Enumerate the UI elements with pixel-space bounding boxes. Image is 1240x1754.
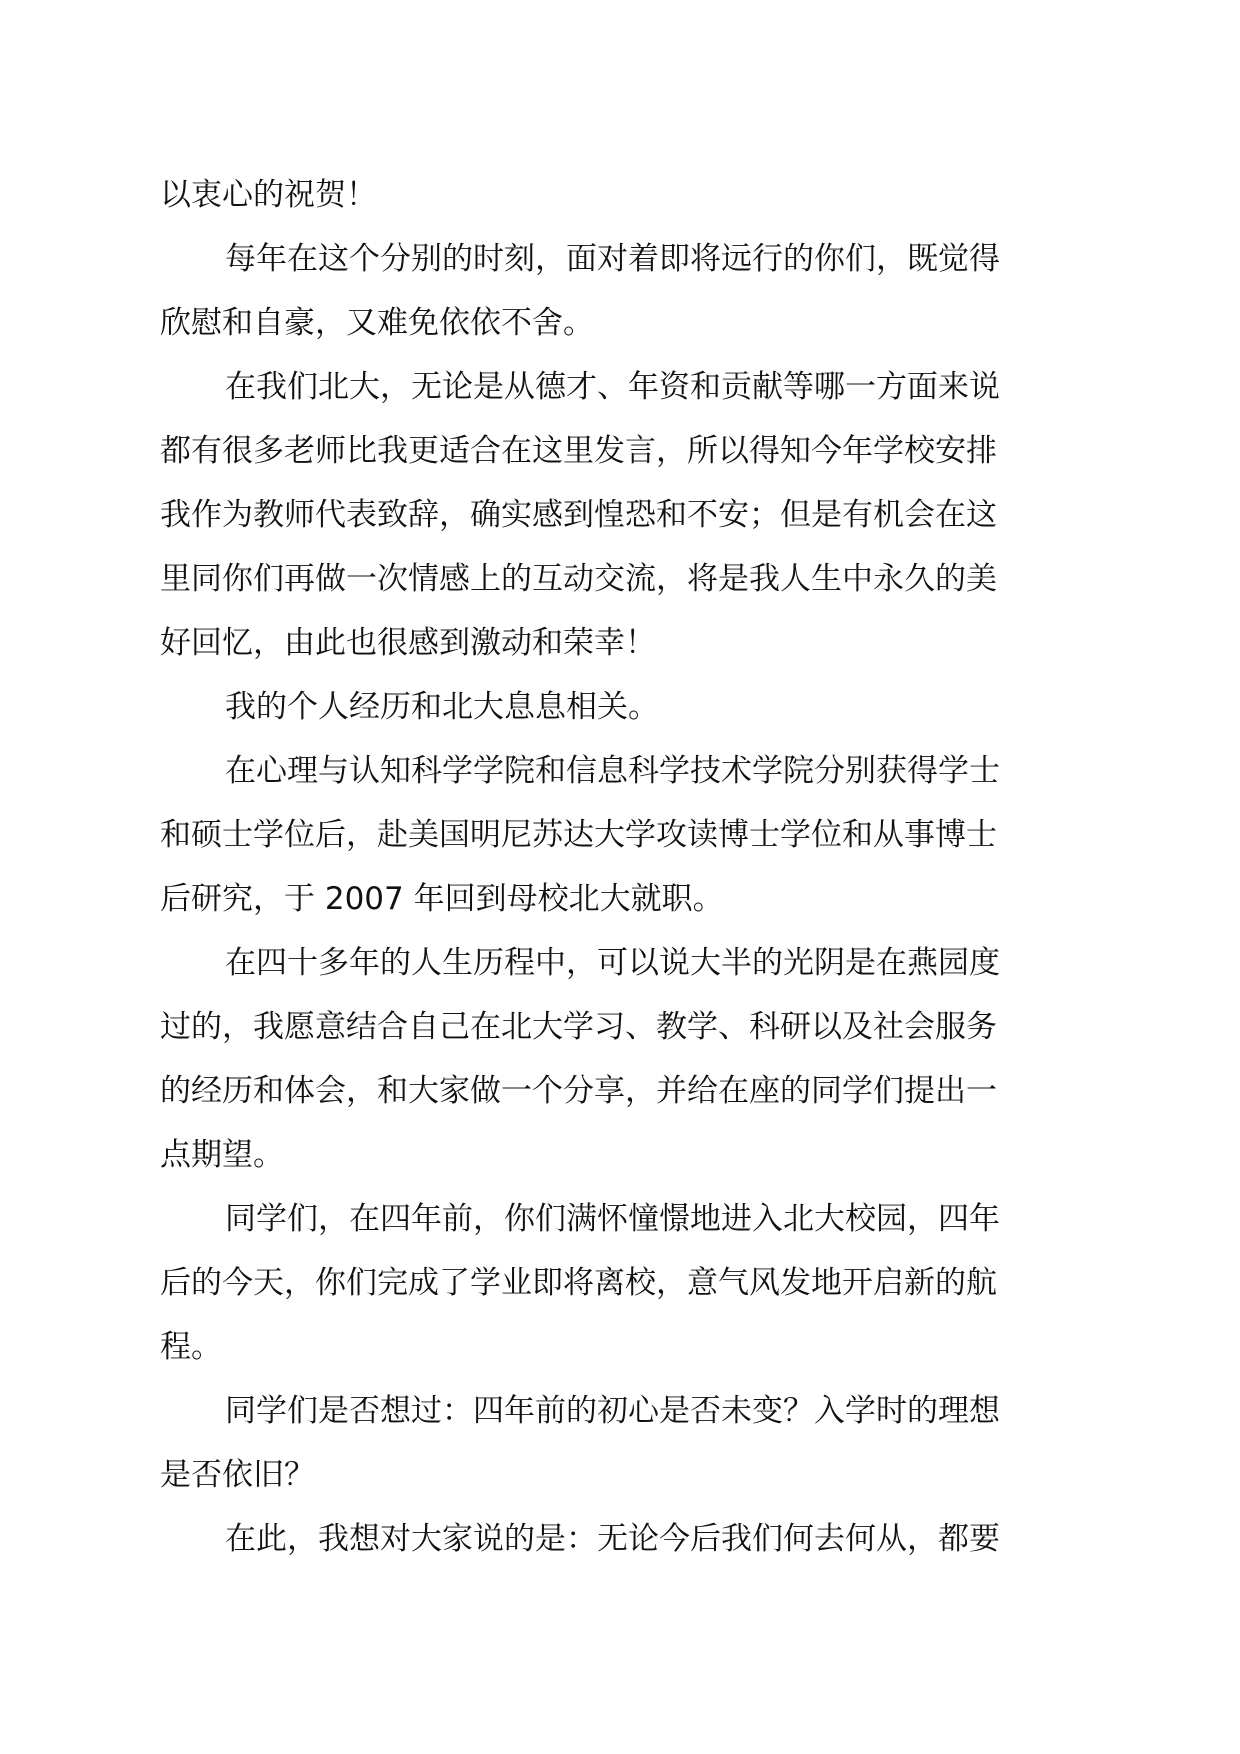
text-line: 后研究，于 2007 年回到母校北大就职。	[160, 881, 724, 917]
text-line: 我作为教师代表致辞，确实感到惶恐和不安；但是有机会在这	[160, 497, 997, 533]
paragraph-first-line: 每年在这个分别的时刻，面对着即将远行的你们，既觉得	[225, 241, 1000, 277]
paragraph-first-line: 在四十多年的人生历程中，可以说大半的光阴是在燕园度	[225, 945, 1000, 981]
text-line: 过的，我愿意结合自己在北大学习、教学、科研以及社会服务	[160, 1009, 997, 1045]
text-line: 以衷心的祝贺！	[160, 177, 377, 213]
text-line: 点期望。	[160, 1137, 284, 1173]
paragraph-first-line: 我的个人经历和北大息息相关。	[225, 689, 659, 725]
text-line: 都有很多老师比我更适合在这里发言，所以得知今年学校安排	[160, 433, 997, 469]
text-line: 和硕士学位后，赴美国明尼苏达大学攻读博士学位和从事博士	[160, 817, 997, 853]
paragraph-first-line: 在心理与认知科学学院和信息科学技术学院分别获得学士	[225, 753, 1000, 789]
text-line: 里同你们再做一次情感上的互动交流，将是我人生中永久的美	[160, 561, 997, 597]
paragraph-first-line: 同学们，在四年前，你们满怀憧憬地进入北大校园，四年	[225, 1201, 1000, 1237]
text-line: 后的今天，你们完成了学业即将离校，意气风发地开启新的航	[160, 1265, 997, 1301]
text-line: 好回忆，由此也很感到激动和荣幸！	[160, 625, 656, 661]
text-line: 程。	[160, 1329, 222, 1365]
text-line: 欣慰和自豪，又难免依依不舍。	[160, 305, 594, 341]
paragraph-first-line: 同学们是否想过：四年前的初心是否未变？入学时的理想	[225, 1393, 1000, 1429]
text-line: 的经历和体会，和大家做一个分享，并给在座的同学们提出一	[160, 1073, 997, 1109]
paragraph-first-line: 在此，我想对大家说的是：无论今后我们何去何从，都要	[225, 1521, 1000, 1557]
text-line: 是否依旧？	[160, 1457, 315, 1493]
paragraph-first-line: 在我们北大，无论是从德才、年资和贡献等哪一方面来说	[225, 369, 1000, 405]
